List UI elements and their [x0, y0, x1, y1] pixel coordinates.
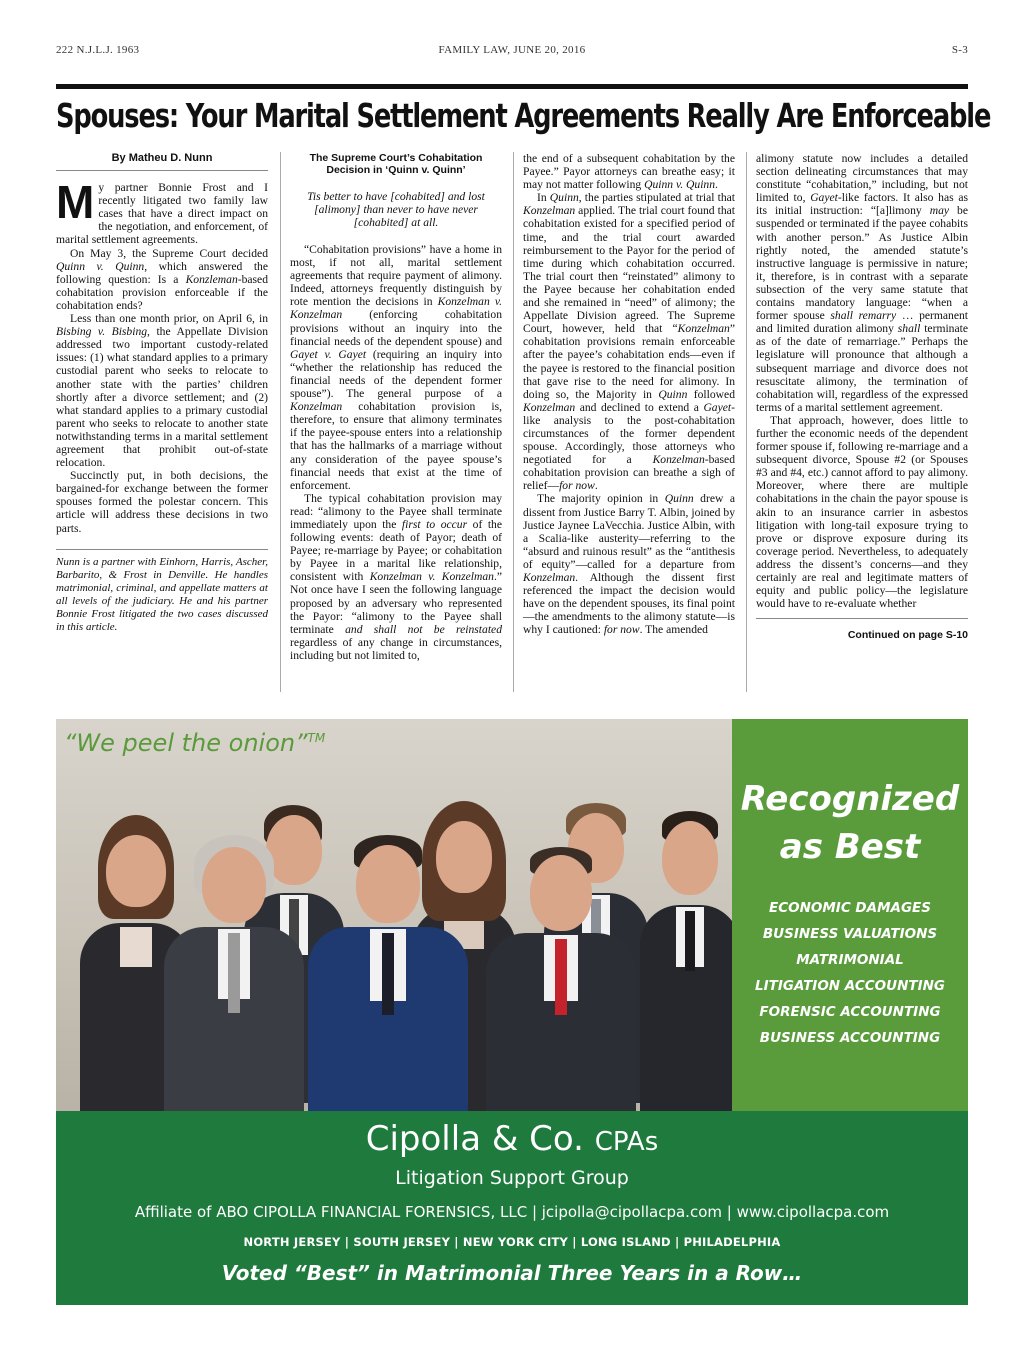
- paragraph: Less than one month prior, on April 6, in Bisbing v. Bisbing, the Appellate Division addressed two important custody-related issues: (1) what standard applies to a primary custodial parent who seeks to relocate to another state with the parties’ children shortly after a divorce settlement; and (2) what standard applies to a primary custodial parent who seeks to relocate to another state notwithstanding terms in a marital settlement agreement that prohibit out-of-state relocation.: [56, 312, 268, 470]
- header-rule: [56, 84, 968, 89]
- paragraph: [56, 176, 268, 247]
- service-item: MATRIMONIAL: [796, 952, 904, 968]
- firm-name: Cipolla & Co. CPAs: [365, 1119, 659, 1159]
- continued-on-link[interactable]: Continued on page S-10: [847, 629, 968, 642]
- paragraph: the end of a subsequent cohabitation by the Payee.” Payor attorneys can breathe easy; it may not matter following Quinn v. Quinn.: [523, 152, 735, 192]
- service-item: FORENSIC ACCOUNTING: [759, 1004, 941, 1020]
- header-page-number: S-3: [951, 44, 968, 56]
- paragraph: That approach, however, does little to further the economic needs of the dependent former spouse if, following re-marriage and a subsequent divorce, Spouse #2 (or Spouses #3 and #4, etc.) cannot afford to pay alimony. Moreover, where there are multiple cohabitations in the chain the payor spouse is akin to an insurance carrier in asbestos litigation with long-tail exposure trying to prove or disprove exposure during its coverage period. Nevertheless, to adequately address the dissent’s concerns—and they certainly are real and legitimate matters of equity and public policy—the legislature would have to re-evaluate whether: [756, 413, 968, 611]
- article-headline: Spouses: Your Marital Settlement Agreements Really Are Enforceable: [56, 96, 991, 135]
- services-list: [732, 895, 968, 1051]
- team-photo: [56, 719, 732, 1111]
- paragraph: “Cohabitation provisions” have a home in most, if not all, marital settlement agreements that require payment of alimony. Indeed, attorneys frequently distinguish by rote mention the decisions in Konzelman v. Konzelman (enforcing cohabitation provisions without an inquiry into the financial needs of the dependent spouse) and Gayet v. Gayet (requiring an inquiry into “whether the relationship has reduced the financial needs of the dependent former spouse”). The general purpose of a Konzelman cohabitation provision is, therefore, to ensure that alimony terminates if the payee-spouse enters into a relationship that has the hallmarks of a marriage without any consideration of the payee spouse’s financial needs that exist at the time of enforcement.: [290, 243, 502, 492]
- paragraph: On May 3, the Supreme Court decided Quinn v. Quinn, which answered the following question: Is a Konzleman-based cohabitation provision enforceable if the cohabitation ends?: [56, 246, 268, 312]
- column-divider: [513, 152, 514, 692]
- firm-contact[interactable]: Affiliate of ABO CIPOLLA FINANCIAL FORENSICS, LLC | jcipolla@cipollacpa.com | www.cipollacpa.com: [134, 1203, 890, 1221]
- byline: By Matheu D. Nunn: [56, 152, 268, 171]
- service-item: BUSINESS ACCOUNTING: [759, 1030, 941, 1046]
- column-divider: [280, 152, 281, 692]
- section-subhead: The Supreme Court’s Cohabitation Decision in ‘Quinn v. Quinn’: [309, 152, 483, 176]
- firm-group: Litigation Support Group: [395, 1167, 629, 1189]
- person-figure: [308, 831, 468, 1111]
- firm-locations: NORTH JERSEY | SOUTH JERSEY | NEW YORK CITY | LONG ISLAND | PHILADELPHIA: [243, 1235, 781, 1249]
- person-figure: [640, 809, 732, 1111]
- service-item: BUSINESS VALUATIONS: [762, 926, 938, 942]
- header-section-date: FAMILY LAW, JUNE 20, 2016: [438, 44, 586, 56]
- paragraph: alimony statute now includes a detailed section delineating circumstances that may constitute “cohabitation,” including, but not limited to, Gayet-like factors. It also has as its initial instruction: “[a]limony may be suspended or terminated if the payee cohabits with another person.” As Justice Albin rightly noted, the amended statute’s instructive language is permissive in nature; it, therefore, is in contrast with a separate subsection of the very same statute that contains mandatory language: “when a former spouse shall remarry … permanent and limited duration alimony shall terminate as of the date of remarriage.” Perhaps the legislature will pronounce that although a subsequent marriage and divorce does not resuscitate alimony, the termination of cohabitation will, regardless of the expressed terms of a marital settlement agreement.: [756, 152, 968, 414]
- ad-slogan: “We peel the onion”™: [64, 729, 326, 757]
- firm-banner: [56, 1111, 968, 1305]
- firm-award: Voted “Best” in Matrimonial Three Years in a Row…: [221, 1261, 803, 1285]
- service-item: ECONOMIC DAMAGES: [768, 900, 931, 916]
- column-divider: [746, 152, 747, 692]
- paragraph: In Quinn, the parties stipulated at trial that Konzelman applied. The trial court found that cohabitation existed for a specified period of time, and the trial court awarded reimbursement to the Payor for the period of time during which cohabitation occurred. The trial court then “reinstated” alimony to the Payee because her cohabitation ended and she remained in “need” of alimony; the Appellate Division agreed. The Supreme Court, however, held that “Konzelman” cohabitation provisions remain enforceable after the payee’s cohabitation ends—even if the payee is restored to the financial position that gave rise to the need for alimony. In doing so, the Majority in Quinn followed Konzelman and declined to extend a Gayet-like analysis to the post-cohabitation circumstances of the former dependent spouse. Accordingly, those attorneys who negotiated for a Konzelman-based cohabitation provision can breathe a sigh of relief—for now.: [523, 191, 736, 493]
- article-column-1: [56, 152, 268, 634]
- author-bio: Nunn is a partner with Einhorn, Harris, Ascher, Barbarito, & Frost in Denville. He handles matrimonial, criminal, and appellate matters at all levels of the judiciary. He and his partner Bonnie Frost litigated the two cases discussed in this article.: [56, 549, 268, 634]
- person-figure: [486, 845, 636, 1111]
- paragraph-text: y partner Bonnie Frost and I recently litigated two family law cases that have a direct impact on the negotiation, and enforcement, of marital settlement agreements.: [56, 181, 268, 247]
- running-header: [56, 44, 968, 60]
- person-figure: [164, 831, 304, 1111]
- drop-cap: M: [56, 176, 95, 229]
- article-column-4: [756, 152, 968, 642]
- header-citation: 222 N.J.L.J. 1963: [56, 44, 140, 56]
- paragraph: The typical cohabitation provision may read: “alimony to the Payee shall terminate immediately upon the first to occur of the following events: death of Payor; death of Payee; re-marriage by Payee; or cohabitation by Payee in a marital like relationship, consistent with Konzelman v. Konzelman.” Not once have I seen the following language proposed by an adversary who represented the Payor: “alimony to the Payee shall terminate and shall not be reinstated regardless of any change in circumstances, including but not limited to,: [290, 491, 503, 662]
- article-column-2: [290, 152, 502, 662]
- service-item: LITIGATION ACCOUNTING: [755, 978, 945, 994]
- paragraph: Succinctly put, in both decisions, the bargained-for exchange between the former spouses formed the polestar concern. This article will address these decisions in two parts.: [56, 469, 268, 535]
- continued-rule: [756, 618, 968, 619]
- paragraph: The majority opinion in Quinn drew a dissent from Justice Barry T. Albin, joined by Justice Jaynee LaVecchia. Justice Albin, with a Scalia-like austerity—referring to the “absurd and ruinous result” as the “antithesis of equity”—called for a departure from Konzelman. Although the dissent first referenced the impact the decision would have on the dependent spouses, its final point—the amendments to the alimony statute—is why I cautioned: for now. The amended: [523, 492, 735, 637]
- article-column-3: [523, 152, 735, 636]
- recognized-panel: [732, 719, 968, 1111]
- advertisement: [56, 719, 968, 1305]
- recognized-heading: Recognized as Best: [740, 779, 960, 867]
- pull-quote: Tis better to have [cohabited] and lost [alimony] than never to have never [cohabited] at all.: [307, 190, 485, 229]
